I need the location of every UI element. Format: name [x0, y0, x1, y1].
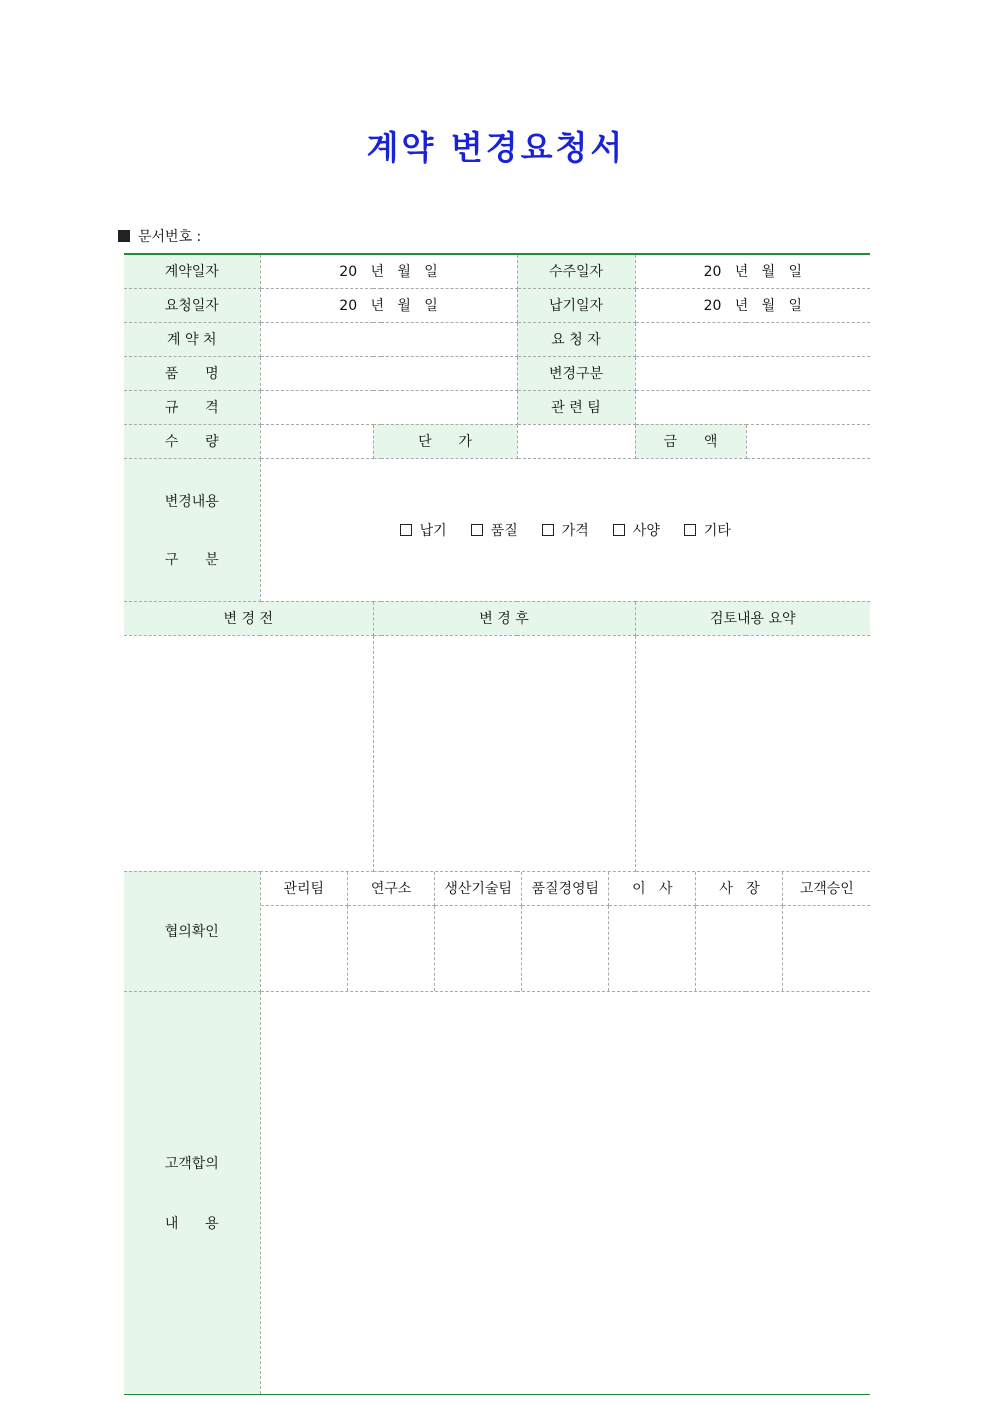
change-type-field[interactable]	[635, 356, 870, 390]
requester-label: 요 청 자	[517, 322, 635, 356]
option-quality[interactable]: 품질	[471, 520, 518, 540]
role-director: 이 사	[609, 872, 696, 906]
consultation-grid-cell	[260, 871, 870, 991]
review-summary-content[interactable]	[635, 635, 870, 871]
item-name-label: 품 명	[124, 356, 260, 390]
role-management-team: 관리팀	[261, 872, 348, 906]
sign-production-tech-team[interactable]	[435, 906, 522, 991]
order-date-value[interactable]: 20 년 월 일	[635, 254, 870, 288]
quantity-field[interactable]	[260, 424, 373, 458]
role-president: 사 장	[696, 872, 783, 906]
spec-field[interactable]	[260, 390, 517, 424]
checkbox-icon[interactable]	[613, 524, 625, 536]
amount-field[interactable]	[746, 424, 870, 458]
contractor-field[interactable]	[260, 322, 517, 356]
before-change-header: 변 경 전	[124, 601, 373, 635]
customer-agreement-content[interactable]	[260, 991, 870, 1394]
sign-president[interactable]	[696, 906, 783, 991]
sign-quality-team[interactable]	[522, 906, 609, 991]
review-summary-header: 검토내용 요약	[635, 601, 870, 635]
related-team-field[interactable]	[635, 390, 870, 424]
page-title: 계약 변경요청서	[366, 128, 626, 167]
sign-research-lab[interactable]	[348, 906, 435, 991]
role-research-lab: 연구소	[348, 872, 435, 906]
option-delivery[interactable]: 납기	[400, 520, 447, 540]
checkbox-icon[interactable]	[471, 524, 483, 536]
unit-price-field[interactable]	[517, 424, 635, 458]
customer-agreement-label-line1: 고객합의	[164, 1155, 219, 1172]
item-name-field[interactable]	[260, 356, 517, 390]
doc-number-row	[118, 226, 201, 246]
contractor-label: 계 약 처	[124, 322, 260, 356]
option-price[interactable]: 가격	[542, 520, 589, 540]
after-change-content[interactable]	[373, 635, 635, 871]
role-customer-approval: 고객승인	[783, 872, 870, 906]
request-date-label: 요청일자	[124, 288, 260, 322]
change-type-label: 변경구분	[517, 356, 635, 390]
role-production-tech-team: 생산기술팀	[435, 872, 522, 906]
delivery-date-label: 납기일자	[517, 288, 635, 322]
change-request-form	[124, 253, 870, 1395]
after-change-header: 변 경 후	[373, 601, 635, 635]
doc-number-label: 문서번호 :	[138, 229, 202, 245]
sign-customer-approval[interactable]	[783, 906, 870, 991]
option-other[interactable]: 기타	[684, 520, 731, 540]
quantity-label: 수 량	[124, 424, 260, 458]
change-category-label-line2: 구 분	[164, 551, 219, 568]
change-category-options	[260, 458, 870, 601]
sign-management-team[interactable]	[261, 906, 348, 991]
checkbox-icon[interactable]	[684, 524, 696, 536]
before-change-content[interactable]	[124, 635, 373, 871]
checkbox-icon[interactable]	[400, 524, 412, 536]
spec-label: 규 격	[124, 390, 260, 424]
related-team-label: 관 련 팀	[517, 390, 635, 424]
contract-date-label: 계약일자	[124, 254, 260, 288]
delivery-date-value[interactable]: 20 년 월 일	[635, 288, 870, 322]
role-quality-team: 품질경영팀	[522, 872, 609, 906]
change-category-label-line1: 변경내용	[164, 493, 219, 510]
option-spec[interactable]: 사양	[613, 520, 660, 540]
checkbox-icon[interactable]	[542, 524, 554, 536]
request-date-value[interactable]: 20 년 월 일	[260, 288, 517, 322]
change-category-label	[124, 458, 260, 601]
order-date-label: 수주일자	[517, 254, 635, 288]
contract-date-value[interactable]: 20 년 월 일	[260, 254, 517, 288]
requester-field[interactable]	[635, 322, 870, 356]
square-bullet-icon	[118, 230, 130, 242]
consultation-label: 협의확인	[124, 871, 260, 991]
consultation-grid	[261, 872, 871, 991]
unit-price-label: 단 가	[373, 424, 517, 458]
customer-agreement-label	[124, 991, 260, 1394]
amount-label: 금 액	[635, 424, 746, 458]
sign-director[interactable]	[609, 906, 696, 991]
customer-agreement-label-line2: 내 용	[164, 1215, 219, 1232]
